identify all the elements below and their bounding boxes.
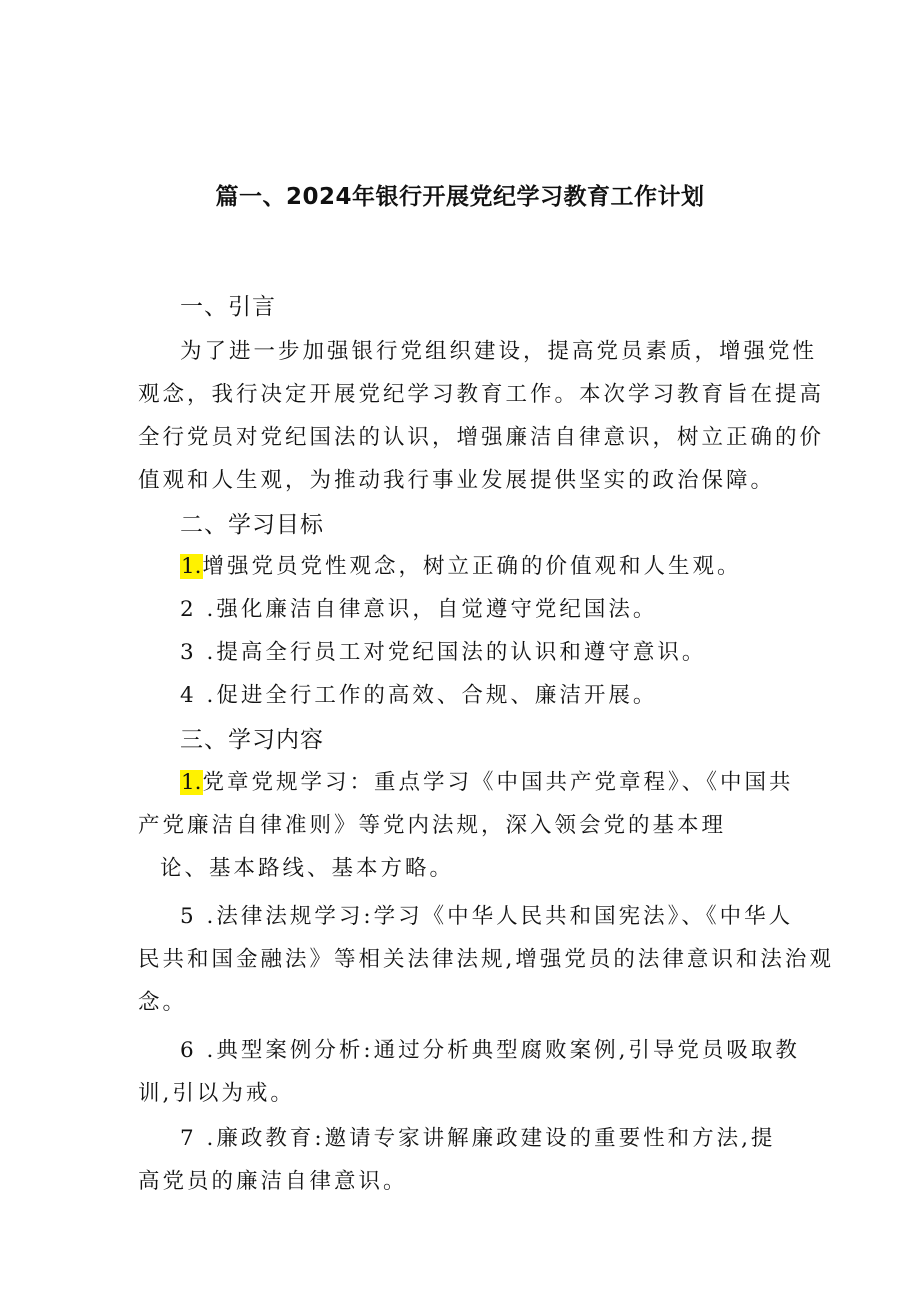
goal-item-1-text: 增强党员党性观念，树立正确的价值观和人生观。 bbox=[202, 554, 742, 579]
content-item-1-line3: 论、基本路线、基本方略。 bbox=[160, 856, 455, 881]
paragraph-line: 值观和人生观，为推动我行事业发展提供坚实的政治保障。 bbox=[138, 468, 776, 493]
content-item-6-line1: 6 .典型案例分析:通过分析典型腐败案例,引导党员吸取教 bbox=[180, 1038, 800, 1063]
section-heading-content: 三、学习内容 bbox=[180, 727, 324, 753]
content-item-7-line2: 高党员的廉洁自律意识。 bbox=[138, 1169, 408, 1194]
goal-item-1 bbox=[180, 549, 742, 580]
goal-item-3: 3 .提高全行员工对党纪国法的认识和遵守意识。 bbox=[180, 640, 707, 665]
content-item-5-line1: 5 .法律法规学习:学习《中华人民共和国宪法》、《中华人 bbox=[180, 904, 794, 929]
content-item-5-line3: 念。 bbox=[138, 990, 188, 1015]
content-item-6-line2: 训,引以为戒。 bbox=[138, 1081, 295, 1106]
paragraph-line: 观念，我行决定开展党纪学习教育工作。本次学习教育旨在提高 bbox=[138, 382, 825, 407]
goal-item-4: 4 .促进全行工作的高效、合规、廉洁开展。 bbox=[180, 683, 658, 708]
paragraph-line: 全行党员对党纪国法的认识，增强廉洁自律意识，树立正确的价 bbox=[138, 425, 825, 450]
section-heading-goals: 二、学习目标 bbox=[180, 512, 324, 538]
document-title: 篇一、2024年银行开展党纪学习教育工作计划 bbox=[215, 184, 705, 210]
content-item-7-line1: 7 .廉政教育:邀请专家讲解廉政建设的重要性和方法,提 bbox=[180, 1126, 776, 1151]
section-heading-intro: 一、引言 bbox=[180, 294, 276, 320]
content-item-1-line2: 产党廉洁自律准则》等党内法规，深入领会党的基本理 bbox=[138, 813, 727, 838]
content-item-5-line2: 民共和国金融法》等相关法律法规,增强党员的法律意识和法治观 bbox=[138, 947, 834, 972]
highlighted-number: 1. bbox=[181, 554, 202, 579]
content-item-1-line1 bbox=[180, 765, 794, 796]
paragraph-line: 为了进一步加强银行党组织建设，提高党员素质，增强党性 bbox=[180, 339, 818, 364]
highlighted-number: 1. bbox=[181, 770, 202, 795]
content-item-1-text: 党章党规学习：重点学习《中国共产党章程》、《中国共 bbox=[202, 770, 794, 795]
goal-item-2: 2 .强化廉洁自律意识，自觉遵守党纪国法。 bbox=[180, 597, 658, 622]
